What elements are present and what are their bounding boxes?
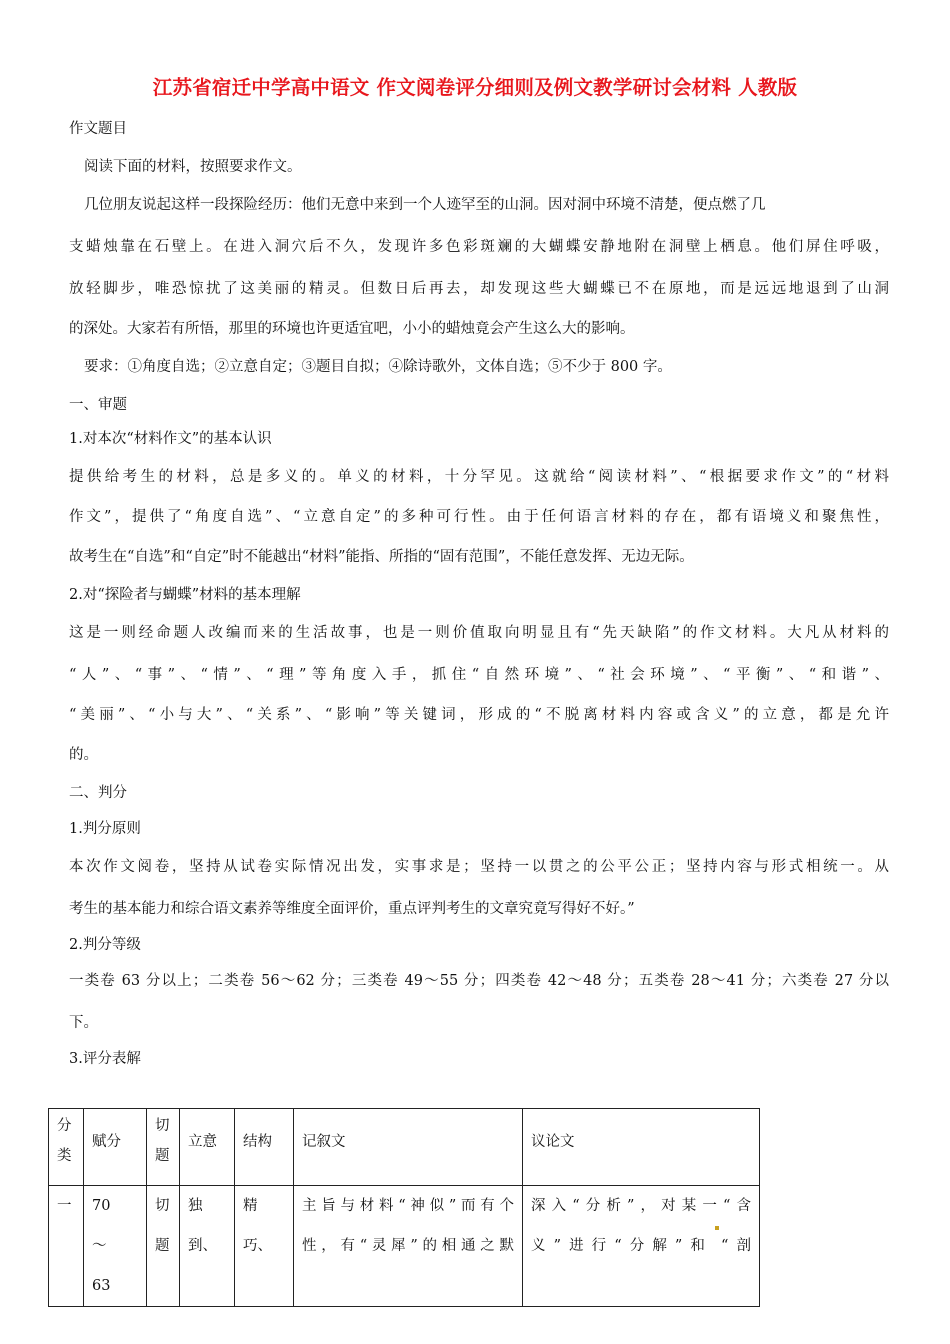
body-line: 这是一则经命题人改编而来的生活故事，也是一则价值取向明显且有“先天缺陷”的作文材料。大凡从材料的 <box>69 625 889 641</box>
cell-category-text: 一 <box>57 1198 72 1214</box>
body-line: 考生的基本能力和综合语文素养等维度全面评价，重点评判考生的文章究竟写得好不好。” <box>69 901 635 917</box>
body-line: 二、判分 <box>69 785 127 801</box>
header-argumentative-label: 议论文 <box>531 1134 575 1150</box>
header-relevance <box>147 1109 180 1186</box>
document-title: 江苏省宿迁中学高中语文 作文阅卷评分细则及例文教学研讨会材料 人教版 <box>152 76 798 99</box>
cell-narrative-line-2: 性，有“灵犀”的相通之默 <box>302 1238 514 1254</box>
cell-argumentative-line-1: 深入“分析”，对某一“含 <box>531 1198 751 1214</box>
body-line: 本次作文阅卷，坚持从试卷实际情况出发，实事求是；坚持一以贯之的公平公正；坚持内容与形式相统一。从 <box>69 859 889 875</box>
body-line: 1.判分原则 <box>69 821 141 837</box>
header-narrative <box>294 1109 523 1186</box>
cell-category <box>49 1186 84 1307</box>
cell-idea-line-2: 到、 <box>188 1238 217 1254</box>
cell-score-line-1: 70 ～ <box>92 1198 125 1254</box>
body-line: 作文题目 <box>69 121 127 137</box>
body-line: 1.对本次“材料作文”的基本认识 <box>69 431 272 447</box>
cell-structure <box>235 1186 294 1307</box>
body-line: 放轻脚步，唯恐惊扰了这美丽的精灵。但数日后再去，却发现这些大蝴蝶已不在原地，而是远远地退到了山洞 <box>69 281 889 297</box>
header-relevance-1: 切 <box>155 1118 170 1134</box>
body-line: 阅读下面的材料，按照要求作文。 <box>84 159 302 175</box>
body-line: 几位朋友说起这样一段探险经历：他们无意中来到一个人迹罕至的山洞。因对洞中环境不清楚，便点燃了几 <box>84 197 766 213</box>
cell-relevance <box>147 1186 180 1307</box>
header-category-1: 分 <box>57 1118 72 1134</box>
header-relevance-2: 题 <box>155 1148 170 1164</box>
header-argumentative <box>523 1109 760 1186</box>
cell-argumentative-line-2 <box>531 1226 751 1266</box>
header-structure <box>235 1109 294 1186</box>
body-line: 提供给考生的材料，总是多义的。单义的材料，十分罕见。这就给“阅读材料”、“根据要求作文”的“材料 <box>69 469 889 485</box>
cell-argumentative-line-2a: 义”进行“分解”和 <box>531 1238 713 1254</box>
header-score <box>84 1109 147 1186</box>
cell-narrative <box>294 1186 523 1307</box>
cell-narrative-line-1: 主旨与材料“神似”而有个 <box>302 1198 514 1214</box>
body-line: 2.对“探险者与蝴蝶”材料的基本理解 <box>69 587 301 603</box>
body-line: 的。 <box>69 747 98 763</box>
body-line: 3.评分表解 <box>69 1051 141 1067</box>
header-category <box>49 1109 84 1186</box>
cell-relevance-line-1: 切 <box>155 1198 170 1214</box>
body-line: “人”、“事”、“情”、“理”等角度入手，抓住“自然环境”、“社会环境”、“平衡”、“和谐”、 <box>69 667 889 683</box>
cell-idea <box>180 1186 235 1307</box>
cell-structure-line-2: 巧、 <box>243 1238 272 1254</box>
body-line: “美丽”、“小与大”、“关系”、“影响”等关键词，形成的“不脱离材料内容或含义”的立意，都是允许 <box>69 707 889 723</box>
header-score-label: 赋分 <box>92 1134 121 1150</box>
header-structure-label: 结构 <box>243 1134 272 1150</box>
header-category-2: 类 <box>57 1148 72 1164</box>
body-line: 要求：①角度自选；②立意自定；③题目自拟；④除诗歌外，文体自选；⑤不少于 800 字。 <box>84 359 672 375</box>
cell-structure-line-1: 精 <box>243 1198 258 1214</box>
yellow-dot-mark <box>715 1226 719 1230</box>
cell-relevance-line-2: 题 <box>155 1238 170 1254</box>
table-row <box>49 1186 760 1307</box>
cell-argumentative-line-2b: “剖 <box>720 1238 751 1254</box>
body-line: 的深处。大家若有所悟，那里的环境也许更适宜吧，小小的蜡烛竟会产生这么大的影响。 <box>69 321 635 337</box>
body-line: 作文”，提供了“角度自选”、“立意自定”的多种可行性。由于任何语言材料的存在，都有语境义和聚焦性， <box>69 509 889 525</box>
cell-score <box>84 1186 147 1307</box>
cell-idea-line-1: 独 <box>188 1198 203 1214</box>
scoring-table <box>48 1108 760 1307</box>
body-line: 支蜡烛靠在石壁上。在进入洞穴后不久，发现许多色彩斑斓的大蝴蝶安静地附在洞壁上栖息。他们屏住呼吸， <box>69 239 889 255</box>
cell-argumentative <box>523 1186 760 1307</box>
body-line: 2.判分等级 <box>69 937 141 953</box>
header-narrative-label: 记叙文 <box>302 1134 346 1150</box>
table-header-row <box>49 1109 760 1186</box>
cell-score-line-2: 63 <box>92 1278 111 1294</box>
body-line: 一类卷 63 分以上；二类卷 56～62 分；三类卷 49～55 分；四类卷 42～48 分；五类卷 28～41 分；六类卷 27 分以 <box>69 973 889 989</box>
body-line: 故考生在“自选”和“自定”时不能越出“材料”能指、所指的“固有范围”，不能任意发挥、无边无际。 <box>69 549 694 565</box>
header-idea <box>180 1109 235 1186</box>
body-line: 一、审题 <box>69 397 127 413</box>
header-idea-label: 立意 <box>188 1134 217 1150</box>
body-line: 下。 <box>69 1015 98 1031</box>
